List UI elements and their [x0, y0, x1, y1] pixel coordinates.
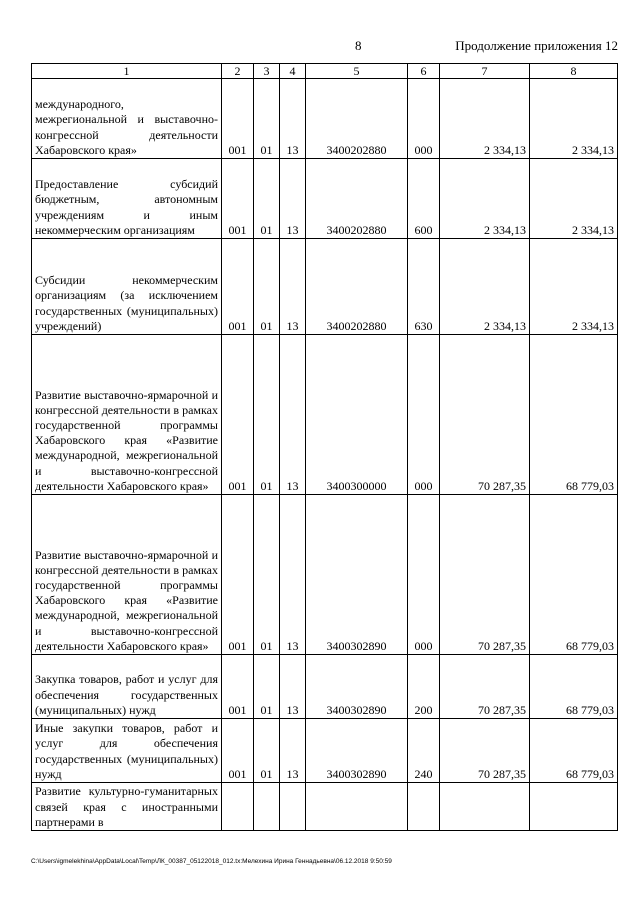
table-row	[32, 495, 618, 655]
column-header: 4	[280, 64, 306, 79]
column-header: 2	[222, 64, 254, 79]
cell-name: Развитие выставочно-ярмарочной и конгрессной деятельности в рамках государственной программы Хабаровского края «Развитие международной, межрегиональной и выставочно-конгрессной деятельности Хабаровского края»	[32, 495, 222, 655]
column-header: 7	[440, 64, 530, 79]
table-row	[32, 335, 618, 495]
cell-target-article: 3400302890	[306, 495, 408, 655]
cell-target-article: 3400202880	[306, 159, 408, 239]
cell-section	[254, 783, 280, 831]
cell-amount-col7: 2 334,13	[440, 159, 530, 239]
budget-table	[31, 63, 618, 831]
cell-admin-code: 001	[222, 495, 254, 655]
cell-expense-type	[408, 783, 440, 831]
cell-target-article: 3400302890	[306, 655, 408, 719]
cell-amount-col7: 70 287,35	[440, 719, 530, 783]
table-row	[32, 79, 618, 159]
cell-section: 01	[254, 495, 280, 655]
appendix-label: Продолжение приложения 12	[455, 38, 618, 53]
cell-admin-code: 001	[222, 79, 254, 159]
cell-target-article: 3400300000	[306, 335, 408, 495]
cell-expense-type: 200	[408, 655, 440, 719]
column-header: 6	[408, 64, 440, 79]
cell-section: 01	[254, 719, 280, 783]
cell-target-article: 3400202880	[306, 79, 408, 159]
cell-subsection: 13	[280, 239, 306, 335]
table-row	[32, 239, 618, 335]
page-number: 8	[355, 38, 362, 53]
cell-amount-col8: 2 334,13	[530, 239, 618, 335]
cell-admin-code: 001	[222, 239, 254, 335]
column-header: 3	[254, 64, 280, 79]
cell-subsection: 13	[280, 719, 306, 783]
cell-section: 01	[254, 79, 280, 159]
cell-name: Закупка товаров, работ и услуг для обеспечения государственных (муниципальных) нужд	[32, 655, 222, 719]
cell-name: международного, межрегиональной и выставочно-конгрессной деятельности Хабаровского края»	[32, 79, 222, 159]
table-header-row	[32, 64, 618, 79]
cell-amount-col8: 68 779,03	[530, 655, 618, 719]
column-header: 1	[32, 64, 222, 79]
cell-admin-code: 001	[222, 719, 254, 783]
cell-amount-col8: 2 334,13	[530, 79, 618, 159]
cell-subsection: 13	[280, 495, 306, 655]
cell-amount-col7: 70 287,35	[440, 655, 530, 719]
cell-target-article: 3400302890	[306, 719, 408, 783]
table-row	[32, 719, 618, 783]
cell-name: Субсидии некоммерческим организациям (за исключением государственных (муниципальных) учреждений)	[32, 239, 222, 335]
cell-name: Развитие культурно-гуманитарных связей края с иностранными партнерами в	[32, 783, 222, 831]
cell-section: 01	[254, 335, 280, 495]
cell-subsection: 13	[280, 159, 306, 239]
cell-amount-col8: 68 779,03	[530, 335, 618, 495]
table-row	[32, 655, 618, 719]
cell-amount-col7: 2 334,13	[440, 79, 530, 159]
cell-amount-col7: 70 287,35	[440, 495, 530, 655]
file-path-footer: C:\Users\igmelekhina\AppData\Local\Temp\ЛК_00387_05122018_012.tx:Мелехина Ирина Геннадьевна\06.12.2018 9:50:59	[31, 858, 392, 865]
cell-subsection: 13	[280, 335, 306, 495]
cell-expense-type: 000	[408, 495, 440, 655]
column-header: 8	[530, 64, 618, 79]
cell-section: 01	[254, 655, 280, 719]
cell-target-article: 3400202880	[306, 239, 408, 335]
cell-expense-type: 000	[408, 79, 440, 159]
cell-section: 01	[254, 159, 280, 239]
cell-amount-col7: 2 334,13	[440, 239, 530, 335]
cell-expense-type: 600	[408, 159, 440, 239]
cell-amount-col8: 68 779,03	[530, 719, 618, 783]
cell-subsection: 13	[280, 655, 306, 719]
cell-expense-type: 240	[408, 719, 440, 783]
cell-amount-col8: 68 779,03	[530, 495, 618, 655]
cell-target-article	[306, 783, 408, 831]
cell-expense-type: 000	[408, 335, 440, 495]
table-row	[32, 159, 618, 239]
cell-subsection	[280, 783, 306, 831]
cell-name: Иные закупки товаров, работ и услуг для обеспечения государственных (муниципальных) нужд	[32, 719, 222, 783]
cell-amount-col7: 70 287,35	[440, 335, 530, 495]
column-header: 5	[306, 64, 408, 79]
cell-admin-code: 001	[222, 655, 254, 719]
cell-admin-code	[222, 783, 254, 831]
cell-name: Предоставление субсидий бюджетным, автономным учреждениям и иным некоммерческим организациям	[32, 159, 222, 239]
cell-amount-col8	[530, 783, 618, 831]
table-body	[32, 64, 618, 831]
cell-subsection: 13	[280, 79, 306, 159]
cell-expense-type: 630	[408, 239, 440, 335]
cell-name: Развитие выставочно-ярмарочной и конгрессной деятельности в рамках государственной программы Хабаровского края «Развитие международной, межрегиональной и выставочно-конгрессной деятельности Хабаровского края»	[32, 335, 222, 495]
cell-admin-code: 001	[222, 159, 254, 239]
table-row	[32, 783, 618, 831]
cell-amount-col7	[440, 783, 530, 831]
cell-section: 01	[254, 239, 280, 335]
cell-admin-code: 001	[222, 335, 254, 495]
cell-amount-col8: 2 334,13	[530, 159, 618, 239]
